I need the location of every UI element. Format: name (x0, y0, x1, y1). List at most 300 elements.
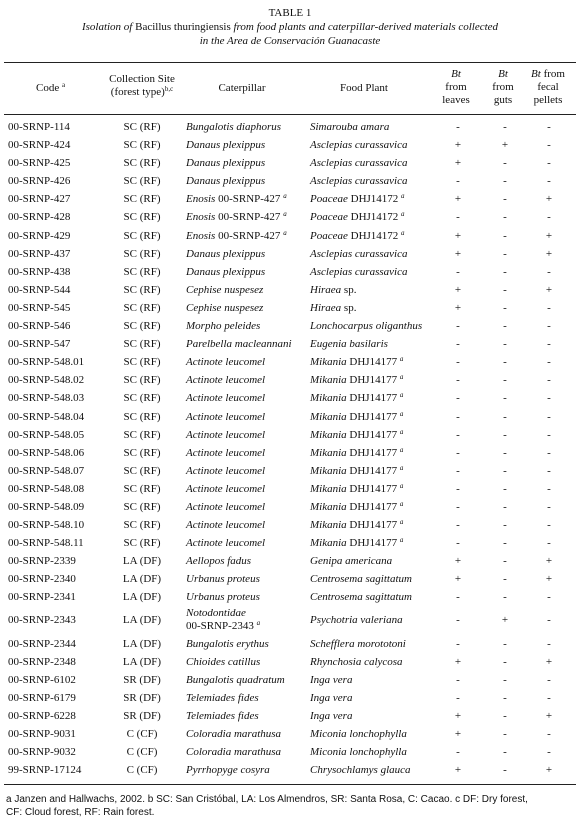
cell-bt-leaves: - (456, 591, 460, 604)
cell-bt-leaves: + (454, 573, 462, 586)
cell-site: SC (RF) (123, 320, 161, 333)
header-line: from (445, 81, 467, 93)
cell-caterpillar (186, 208, 287, 226)
cell-caterpillar (186, 653, 260, 671)
header-line: guts (493, 94, 513, 106)
food-plant-code: DHJ14177 (346, 519, 398, 532)
cell-site: SR (DF) (123, 691, 161, 704)
table-row (0, 299, 580, 317)
cell-caterpillar (186, 552, 251, 570)
cell-code: 00-SRNP-429 (8, 229, 71, 242)
cell-code: 00-SRNP-9031 (8, 728, 76, 740)
caption-text: from food plants and caterpillar-derived materials collected (230, 21, 499, 33)
cell-site: SC (RF) (123, 392, 161, 405)
cell-code: 00-SRNP-114 (8, 121, 70, 133)
cell-bt-fecal: - (547, 482, 551, 495)
cell-caterpillar (186, 408, 265, 426)
caterpillar-name: Actinote leucomel (186, 392, 266, 405)
cell-caterpillar (186, 725, 281, 743)
food-plant-name: Mikania (310, 392, 347, 405)
cell-code: 00-SRNP-544 (8, 283, 71, 296)
cell-bt-guts: - (503, 709, 507, 722)
cell-caterpillar (186, 635, 269, 653)
cell-bt-guts: - (503, 655, 507, 668)
caterpillar-name: Actinote leucomel (186, 500, 266, 513)
food-plant-name: Asclepias curassavica (310, 247, 408, 260)
cell-site: LA (DF) (122, 555, 162, 568)
cell-bt-guts: - (503, 175, 507, 188)
cell-bt-leaves: - (456, 211, 460, 224)
cell-food-plant (310, 635, 406, 653)
cell-caterpillar (186, 743, 281, 761)
food-plant-name: Schefflera morototoni (310, 637, 406, 650)
caterpillar-name: Actinote leucomel (186, 410, 266, 423)
cell-caterpillar (186, 607, 260, 633)
cell-caterpillar (186, 516, 265, 534)
food-plant-code: DHJ14177 (346, 392, 398, 405)
cell-bt-leaves: + (454, 728, 462, 740)
cell-food-plant (310, 516, 403, 534)
food-plant-name: Rhynchosia calycosa (310, 655, 403, 668)
table-row (0, 353, 580, 371)
cell-bt-leaves: - (456, 320, 460, 333)
cell-caterpillar (186, 498, 265, 516)
caterpillar-code: 00-SRNP-427 (215, 211, 281, 224)
cell-bt-leaves: - (456, 519, 460, 532)
cell-food-plant (310, 245, 407, 263)
footnote-marker: a (399, 481, 404, 490)
caption-species: Bacillus thuringiensis (135, 21, 231, 33)
cell-site: SR (DF) (123, 673, 161, 686)
food-plant-name: Simarouba amara (310, 121, 390, 133)
cell-code: 00-SRNP-2348 (8, 655, 76, 668)
caterpillar-name: Bungalotis diaphorus (186, 121, 282, 133)
cell-food-plant (310, 408, 403, 426)
cell-bt-guts: - (503, 193, 507, 206)
cell-code: 00-SRNP-437 (8, 247, 71, 260)
cell-bt-leaves: - (456, 746, 460, 759)
table-caption (0, 0, 580, 48)
cell-caterpillar (186, 689, 259, 707)
footnote-marker: a (399, 536, 404, 545)
cell-food-plant (310, 281, 356, 299)
cell-bt-guts: - (503, 446, 507, 459)
food-plant-name: Hiraea (310, 301, 342, 314)
cell-bt-guts: - (503, 464, 507, 477)
cell-site: SC (RF) (123, 121, 161, 133)
cell-bt-fecal: + (545, 193, 553, 206)
caterpillar-name: Danaus plexippus (186, 157, 266, 170)
caterpillar-name: Actinote leucomel (186, 482, 266, 495)
caterpillar-name: Coloradia marathusa (186, 746, 282, 759)
caterpillar-name: Cephise nuspesez (186, 301, 264, 314)
caterpillar-name: Urbanus proteus (186, 591, 260, 604)
cell-bt-leaves: - (456, 121, 460, 133)
table-row (0, 671, 580, 689)
food-plant-name: Mikania (310, 410, 347, 423)
cell-bt-leaves: + (454, 193, 462, 206)
cell-bt-fecal: + (545, 229, 553, 242)
cell-site: SC (RF) (123, 175, 161, 188)
cell-caterpillar (186, 335, 292, 353)
header-bt-fecal-line1 (521, 68, 575, 81)
cell-bt-leaves: - (456, 482, 460, 495)
table-row (0, 635, 580, 653)
cell-bt-guts: - (503, 728, 507, 740)
cell-caterpillar (186, 480, 265, 498)
cell-food-plant (310, 707, 352, 725)
food-plant-code: DHJ14177 (346, 464, 398, 477)
caterpillar-name: Bungalotis erythus (186, 637, 269, 650)
cell-bt-leaves: - (456, 500, 460, 513)
cell-bt-fecal: - (547, 211, 551, 224)
cell-bt-guts: - (503, 764, 507, 777)
cell-bt-fecal: - (547, 464, 551, 477)
table-row (0, 426, 580, 444)
food-plant-code: DHJ14177 (346, 374, 398, 387)
cell-bt-fecal: - (547, 301, 551, 314)
cell-code: 00-SRNP-426 (8, 175, 71, 188)
cell-bt-fecal: - (547, 728, 551, 740)
cell-caterpillar (186, 534, 265, 552)
cell-food-plant (310, 671, 352, 689)
food-plant-name: Mikania (310, 356, 347, 369)
cell-site: SR (DF) (123, 709, 161, 722)
cell-site: SC (RF) (123, 356, 161, 369)
cell-code: 00-SRNP-427 (8, 193, 71, 206)
table-row (0, 653, 580, 671)
header-rule (4, 114, 576, 115)
cell-site: SC (RF) (123, 428, 161, 441)
cell-bt-guts: - (503, 320, 507, 333)
cell-code: 00-SRNP-548.10 (8, 519, 85, 532)
food-plant-name: Lonchocarpus oliganthus (310, 320, 423, 333)
cell-bt-leaves: - (456, 691, 460, 704)
caterpillar-name: Telemiades fides (186, 691, 259, 704)
cell-bt-fecal: - (547, 446, 551, 459)
cell-food-plant (310, 725, 407, 743)
food-plant-name: Mikania (310, 374, 347, 387)
cell-site: SC (RF) (123, 265, 161, 278)
cell-caterpillar (186, 570, 260, 588)
table-row (0, 208, 580, 226)
cell-bt-guts: - (503, 428, 507, 441)
cell-food-plant (310, 614, 403, 627)
cell-bt-guts: - (503, 591, 507, 604)
table-row (0, 444, 580, 462)
food-plant-name: Centrosema sagittatum (310, 591, 412, 604)
cell-food-plant (310, 317, 422, 335)
cell-bt-fecal: - (547, 500, 551, 513)
cell-food-plant (310, 534, 403, 552)
cell-bt-fecal: - (547, 392, 551, 405)
table-row (0, 570, 580, 588)
header-site-line1: Collection Site (109, 73, 175, 85)
food-plant-name: Inga vera (310, 709, 353, 722)
header-line: fecal (537, 81, 559, 93)
caterpillar-code: 00-SRNP-427 (215, 193, 281, 206)
caterpillar-name: Pyrrhopyge cosyra (186, 764, 270, 777)
cell-code: 00-SRNP-6179 (8, 691, 76, 704)
caterpillar-name: Enosis (186, 211, 216, 224)
header-code (36, 82, 65, 95)
table-row (0, 707, 580, 725)
cell-site: SC (RF) (123, 283, 161, 296)
header-bt-fecal (521, 68, 575, 107)
cell-bt-guts: - (503, 121, 507, 133)
table-row (0, 761, 580, 779)
footnote-marker: a (399, 499, 404, 508)
table-row (0, 552, 580, 570)
cell-bt-fecal: - (547, 139, 551, 152)
caterpillar-name: Danaus plexippus (186, 139, 266, 152)
header-food-plant: Food Plant (340, 82, 388, 94)
cell-bt-guts: - (503, 573, 507, 586)
cell-food-plant (310, 118, 389, 136)
cell-bt-fecal: + (545, 655, 553, 668)
cell-caterpillar (186, 227, 287, 245)
footnote-marker: a (399, 409, 404, 418)
cell-bt-leaves: + (454, 157, 462, 170)
cell-site: LA (DF) (122, 591, 162, 604)
caterpillar-code: 00-SRNP-427 (215, 229, 281, 242)
cell-bt-leaves: - (456, 374, 460, 387)
cell-site: SC (RF) (123, 247, 161, 260)
footnote-line2: CF: Cloud forest, RF: Rain forest. (6, 807, 155, 818)
cell-bt-fecal: - (547, 338, 551, 351)
cell-caterpillar (186, 444, 265, 462)
cell-food-plant (310, 426, 403, 444)
cell-bt-leaves: - (456, 175, 460, 188)
cell-bt-guts: - (503, 301, 507, 314)
cell-bt-leaves: - (456, 537, 460, 550)
header-site-label: (forest type) (110, 86, 165, 98)
caterpillar-name: Actinote leucomel (186, 446, 266, 459)
cell-food-plant (310, 353, 403, 371)
header-bt: Bt (498, 68, 508, 80)
food-plant-name: Hiraea (310, 283, 342, 296)
header-site (100, 73, 184, 99)
cell-bt-fecal: - (547, 673, 551, 686)
cell-food-plant (310, 444, 403, 462)
food-plant-name: Mikania (310, 428, 347, 441)
cell-food-plant (310, 227, 405, 245)
table-row (0, 317, 580, 335)
header-line: pellets (533, 94, 563, 106)
cell-site: SC (RF) (123, 139, 161, 152)
cell-bt-fecal: - (547, 637, 551, 650)
cell-caterpillar (186, 281, 263, 299)
header-site-line2 (100, 86, 184, 99)
food-plant-name: Poaceae (310, 211, 348, 224)
header-caterpillar: Caterpillar (218, 82, 266, 94)
food-plant-code: DHJ14177 (346, 446, 398, 459)
table-row (0, 172, 580, 190)
cell-bt-fecal: + (545, 573, 553, 586)
table-row (0, 743, 580, 761)
table-row (0, 227, 580, 245)
cell-food-plant (310, 190, 405, 208)
cell-code: 00-SRNP-548.06 (8, 446, 85, 459)
food-plant-name: Mikania (310, 482, 347, 495)
cell-bt-fecal: - (547, 175, 551, 188)
footnote-line1: a Janzen and Hallwachs, 2002. b SC: San Cristóbal, LA: Los Almendros, SR: Santa Rosa, C: Cacao. c DF: Dry forest, (6, 794, 528, 805)
cell-site: C (CF) (126, 764, 158, 777)
cell-food-plant (310, 552, 392, 570)
table-row (0, 335, 580, 353)
caterpillar-name: Parelbella macleannani (186, 338, 292, 351)
cell-bt-fecal: - (547, 320, 551, 333)
table-row (0, 263, 580, 281)
table-row (0, 462, 580, 480)
header-code-label: Code (36, 82, 60, 94)
cell-food-plant (310, 299, 356, 317)
food-plant-name: Centrosema sagittatum (310, 573, 412, 586)
caterpillar-name: Telemiades fides (186, 709, 259, 722)
cell-site: SC (RF) (123, 482, 161, 495)
food-plant-code: DHJ14172 (347, 211, 399, 224)
cell-code: 00-SRNP-438 (8, 265, 71, 278)
table-row (0, 516, 580, 534)
cell-bt-fecal: - (547, 157, 551, 170)
cell-food-plant (310, 689, 352, 707)
cell-bt-fecal: - (547, 591, 551, 604)
food-plant-name: Chrysochlamys glauca (310, 764, 411, 777)
cell-bt-guts: - (503, 537, 507, 550)
cell-food-plant (310, 570, 412, 588)
cell-bt-guts: - (503, 482, 507, 495)
table-number: TABLE 1 (268, 7, 312, 19)
cell-bt-leaves: - (456, 613, 460, 626)
cell-caterpillar (186, 671, 285, 689)
cell-food-plant (310, 761, 411, 779)
footnote-marker: a (399, 355, 404, 364)
cell-bt-guts: - (503, 356, 507, 369)
cell-food-plant (310, 154, 407, 172)
cell-bt-fecal: + (545, 283, 553, 296)
food-plant-code: DHJ14177 (346, 356, 398, 369)
caterpillar-name: Cephise nuspesez (186, 283, 264, 296)
cell-code: 00-SRNP-2341 (8, 591, 76, 604)
footnote-marker: a (283, 192, 287, 201)
cell-food-plant (310, 136, 407, 154)
footnote-marker: a (283, 210, 287, 219)
header-bt-leaves (429, 68, 483, 107)
table-row (0, 498, 580, 516)
cell-bt-guts: - (503, 229, 507, 242)
food-plant-name: Miconia lonchophylla (310, 728, 407, 740)
table-row (0, 534, 580, 552)
cell-bt-leaves: + (454, 301, 462, 314)
food-plant-name: Asclepias curassavica (310, 265, 408, 278)
food-plant-code: DHJ14172 (347, 229, 399, 242)
cell-site: LA (DF) (122, 655, 162, 668)
top-rule (4, 62, 576, 63)
table-row (0, 480, 580, 498)
cell-bt-fecal: - (547, 691, 551, 704)
cell-caterpillar (186, 154, 265, 172)
footnote-marker: a (256, 618, 261, 627)
cell-code: 00-SRNP-2339 (8, 555, 76, 568)
caterpillar-name: Actinote leucomel (186, 537, 266, 550)
cell-code: 00-SRNP-548.09 (8, 500, 85, 513)
food-plant-code: sp. (341, 283, 357, 296)
cell-food-plant (310, 498, 403, 516)
cell-code: 00-SRNP-548.04 (8, 410, 85, 423)
cell-bt-guts: - (503, 500, 507, 513)
cell-site: SC (RF) (123, 301, 161, 314)
caterpillar-name: Danaus plexippus (186, 247, 266, 260)
cell-food-plant (310, 480, 403, 498)
cell-bt-leaves: - (456, 446, 460, 459)
caption-text: Isolation of (81, 21, 136, 33)
cell-code: 00-SRNP-548.11 (8, 537, 84, 550)
cell-site: C (CF) (126, 746, 158, 759)
bottom-rule (4, 784, 576, 785)
caterpillar-name: Actinote leucomel (186, 464, 266, 477)
food-plant-code: DHJ14177 (346, 482, 398, 495)
cell-bt-guts: - (503, 746, 507, 759)
food-plant-name: Inga vera (310, 691, 353, 704)
cell-site: SC (RF) (123, 157, 161, 170)
cell-bt-fecal: + (545, 247, 553, 260)
food-plant-code: DHJ14172 (347, 193, 399, 206)
cell-bt-leaves: - (456, 673, 460, 686)
header-line: from (543, 68, 565, 80)
cell-caterpillar (186, 263, 265, 281)
cell-bt-guts: - (503, 265, 507, 278)
cell-caterpillar (186, 172, 265, 190)
cell-food-plant (310, 335, 388, 353)
cell-caterpillar (186, 588, 260, 606)
cell-bt-fecal: - (547, 519, 551, 532)
cell-bt-leaves: - (456, 637, 460, 650)
cell-site: SC (RF) (123, 229, 161, 242)
cell-caterpillar (186, 707, 259, 725)
cell-site: SC (RF) (123, 500, 161, 513)
cell-bt-fecal: - (547, 356, 551, 369)
cell-bt-leaves: - (456, 428, 460, 441)
table-row (0, 118, 580, 136)
cell-bt-fecal: + (545, 709, 553, 722)
footnote-marker: a (399, 391, 404, 400)
cell-bt-leaves: - (456, 338, 460, 351)
caterpillar-name: Enosis (186, 229, 216, 242)
cell-bt-leaves: - (456, 356, 460, 369)
cell-bt-guts: - (503, 555, 507, 568)
caterpillar-name: Coloradia marathusa (186, 728, 282, 740)
cell-caterpillar (186, 136, 265, 154)
caterpillar-name: Actinote leucomel (186, 356, 266, 369)
caterpillar-code: 00-SRNP-2343 (186, 619, 254, 632)
cell-bt-fecal: - (547, 265, 551, 278)
footnote-marker: a (401, 210, 405, 219)
cell-caterpillar (186, 118, 281, 136)
caterpillar-name: Actinote leucomel (186, 428, 266, 441)
caterpillar-name: Aellopos fadus (186, 555, 252, 568)
food-plant-code: DHJ14177 (346, 410, 398, 423)
food-plant-name: Inga vera (310, 673, 353, 686)
cell-bt-leaves: + (454, 139, 462, 152)
cell-bt-guts: - (503, 410, 507, 423)
table-row (0, 190, 580, 208)
food-plant-name: Psychotria valeriana (310, 613, 403, 626)
footnote-marker: a (283, 228, 287, 237)
cell-food-plant (310, 588, 412, 606)
footnote-marker: a (399, 518, 404, 527)
food-plant-code: DHJ14177 (346, 537, 398, 550)
cell-code: 00-SRNP-6102 (8, 673, 76, 686)
